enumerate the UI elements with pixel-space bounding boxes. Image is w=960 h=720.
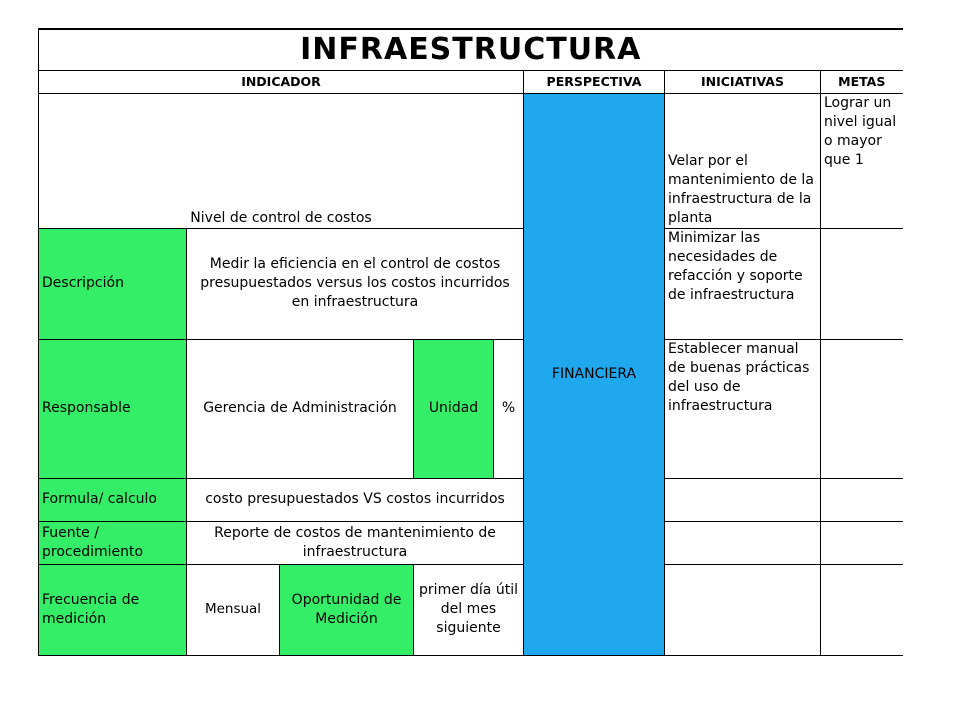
header-indicador: INDICADOR bbox=[39, 70, 524, 93]
label-oportunidad: Oportunidad de Medición bbox=[280, 564, 414, 655]
metas-empty-3 bbox=[821, 478, 903, 521]
metas-empty-1 bbox=[821, 228, 903, 339]
value-descripcion: Medir la eficiencia en el control de costos presupuestados versus los costos incurridos en infraestructura bbox=[187, 228, 524, 339]
label-formula: Formula/ calculo bbox=[39, 478, 187, 521]
iniciativa-3: Establecer manual de buenas prácticas del uso de infraestructura bbox=[665, 339, 821, 478]
value-unidad: % bbox=[494, 339, 524, 478]
value-frecuencia: Mensual bbox=[187, 564, 280, 655]
indicator-name: Nivel de control de costos bbox=[39, 93, 524, 228]
label-fuente: Fuente / procedimiento bbox=[39, 521, 187, 564]
indicator-sheet bbox=[38, 28, 903, 656]
perspectiva-value: FINANCIERA bbox=[524, 93, 665, 655]
metas-empty-4 bbox=[821, 521, 903, 564]
label-frecuencia: Frecuencia de medición bbox=[39, 564, 187, 655]
value-formula: costo presupuestados VS costos incurridos bbox=[187, 478, 524, 521]
label-unidad: Unidad bbox=[414, 339, 494, 478]
metas-empty-5 bbox=[821, 564, 903, 655]
header-metas: METAS bbox=[821, 70, 903, 93]
metas-value: Lograr un nivel igual o mayor que 1 bbox=[821, 93, 903, 228]
header-iniciativas: INICIATIVAS bbox=[665, 70, 821, 93]
iniciativa-empty-2 bbox=[665, 521, 821, 564]
value-responsable: Gerencia de Administración bbox=[187, 339, 414, 478]
iniciativa-2: Minimizar las necesidades de refacción y soporte de infraestructura bbox=[665, 228, 821, 339]
value-fuente: Reporte de costos de mantenimiento de infraestructura bbox=[187, 521, 524, 564]
iniciativa-1: Velar por el mantenimiento de la infraestructura de la planta bbox=[665, 93, 821, 228]
value-oportunidad: primer día útil del mes siguiente bbox=[414, 564, 524, 655]
metas-empty-2 bbox=[821, 339, 903, 478]
label-descripcion: Descripción bbox=[39, 228, 187, 339]
iniciativa-empty-3 bbox=[665, 564, 821, 655]
header-perspectiva: PERSPECTIVA bbox=[524, 70, 665, 93]
label-responsable: Responsable bbox=[39, 339, 187, 478]
sheet-title: INFRAESTRUCTURA bbox=[39, 29, 903, 70]
iniciativa-empty-1 bbox=[665, 478, 821, 521]
